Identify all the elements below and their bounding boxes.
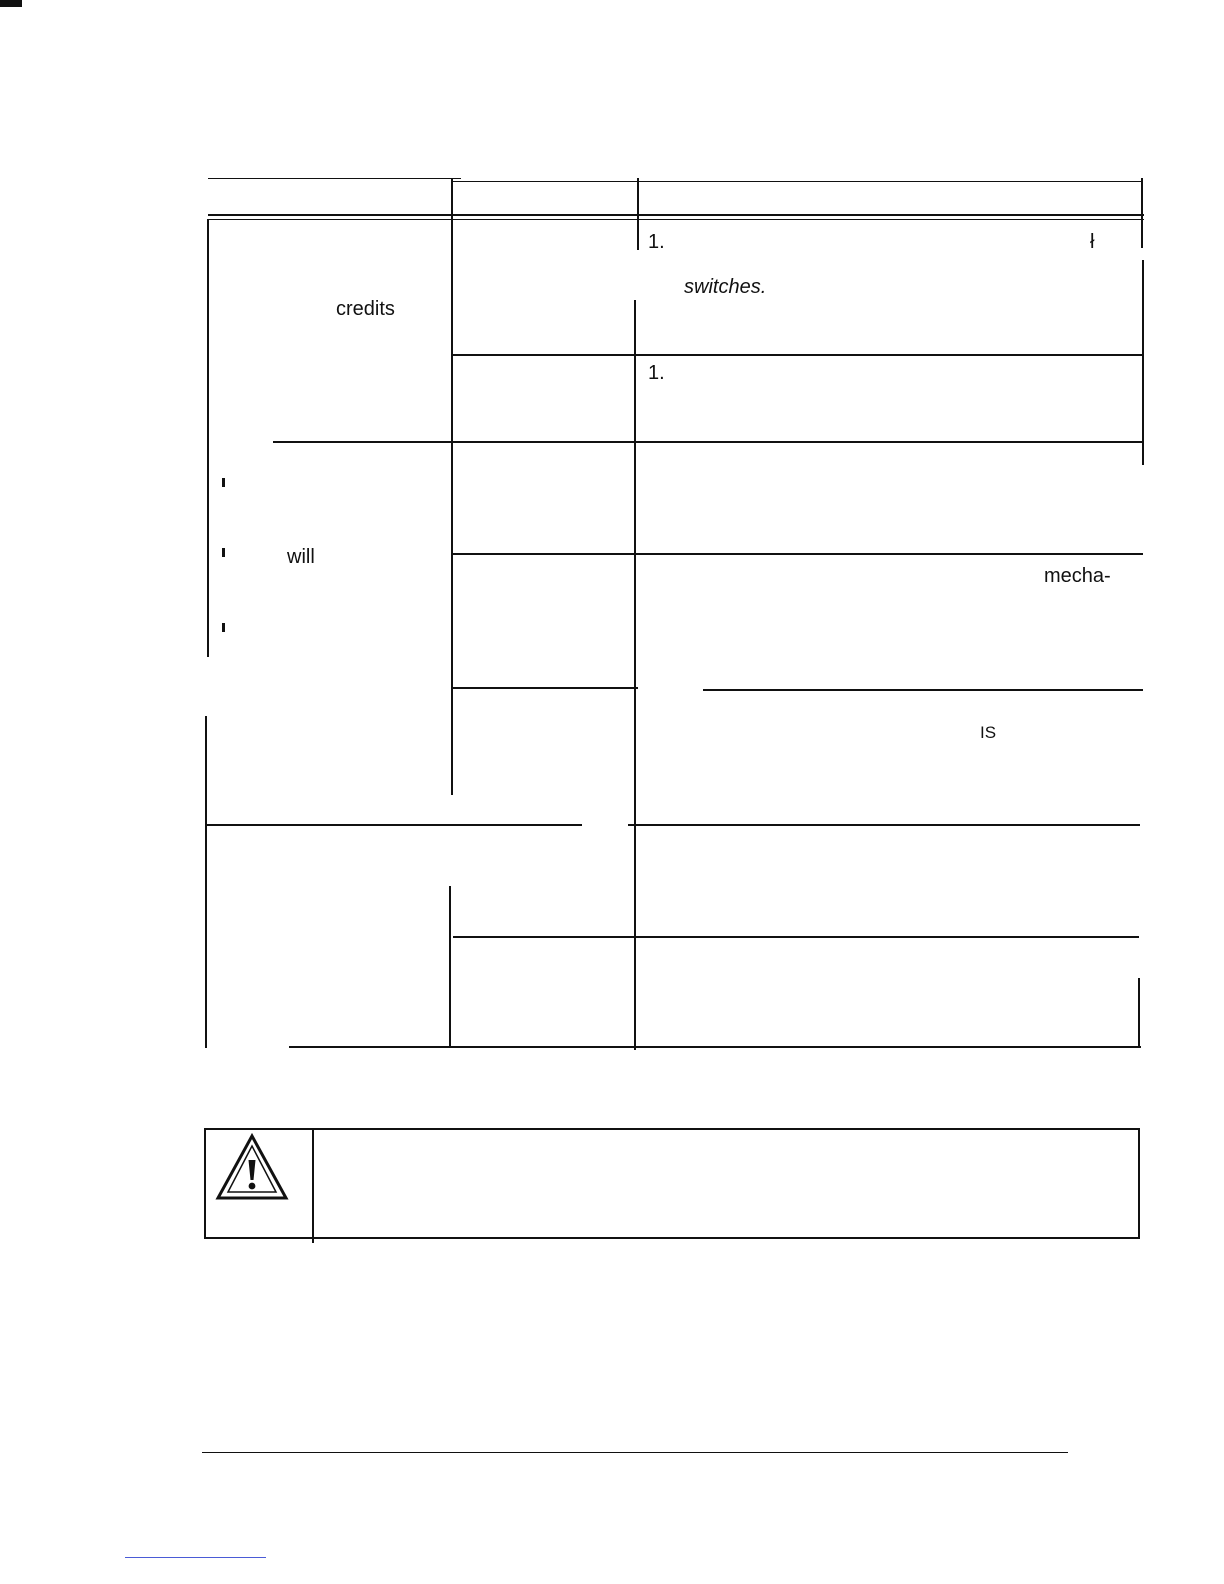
warning-box-divider bbox=[312, 1128, 314, 1243]
table-header-rule-a bbox=[208, 214, 1144, 216]
table-left-border-lower bbox=[205, 716, 207, 1048]
row-rule-1 bbox=[453, 354, 1143, 356]
table-top-rule bbox=[453, 181, 1143, 182]
table-header-rule-b bbox=[208, 219, 1144, 220]
bullet-mark bbox=[222, 478, 225, 487]
table-col-divider-2-top bbox=[637, 178, 639, 250]
bullet-mark bbox=[222, 623, 225, 632]
table-right-border-top bbox=[1141, 178, 1143, 248]
row-rule-4-left bbox=[453, 687, 638, 689]
cell-text-step-1-b: 1. bbox=[648, 362, 665, 384]
table-left-border-upper bbox=[207, 219, 209, 657]
table-bottom-rule bbox=[289, 1046, 1141, 1048]
row-rule-3 bbox=[453, 553, 1143, 555]
table-col-divider-1-upper bbox=[451, 178, 453, 795]
cell-text-is: IS bbox=[980, 723, 997, 742]
table-top-rule-col1 bbox=[208, 178, 461, 179]
table-col-divider-1-lower bbox=[449, 886, 451, 1048]
warning-triangle-icon bbox=[214, 1132, 290, 1202]
cell-text-mecha: mecha- bbox=[1044, 565, 1111, 587]
cell-text-will: will bbox=[287, 546, 315, 568]
bullet-mark bbox=[222, 548, 225, 557]
row-rule-6 bbox=[453, 936, 1139, 938]
page-corner-mark bbox=[0, 0, 22, 7]
link-underline[interactable] bbox=[125, 1557, 266, 1558]
cell-text-bracket: ł bbox=[1090, 231, 1095, 253]
row-rule-5-left bbox=[207, 824, 582, 826]
row-rule-4-right bbox=[703, 689, 1143, 691]
cell-text-credits: credits bbox=[336, 298, 395, 320]
table-right-border-mid bbox=[1142, 260, 1144, 465]
cell-text-step-1-a: 1. bbox=[648, 231, 665, 253]
row-rule-2 bbox=[273, 441, 1143, 443]
cell-text-switches: switches. bbox=[684, 276, 767, 298]
warning-box bbox=[204, 1128, 1140, 1239]
row-rule-5-right bbox=[628, 824, 1140, 826]
footer-rule bbox=[202, 1452, 1068, 1453]
table-right-border-bottom bbox=[1138, 978, 1140, 1048]
